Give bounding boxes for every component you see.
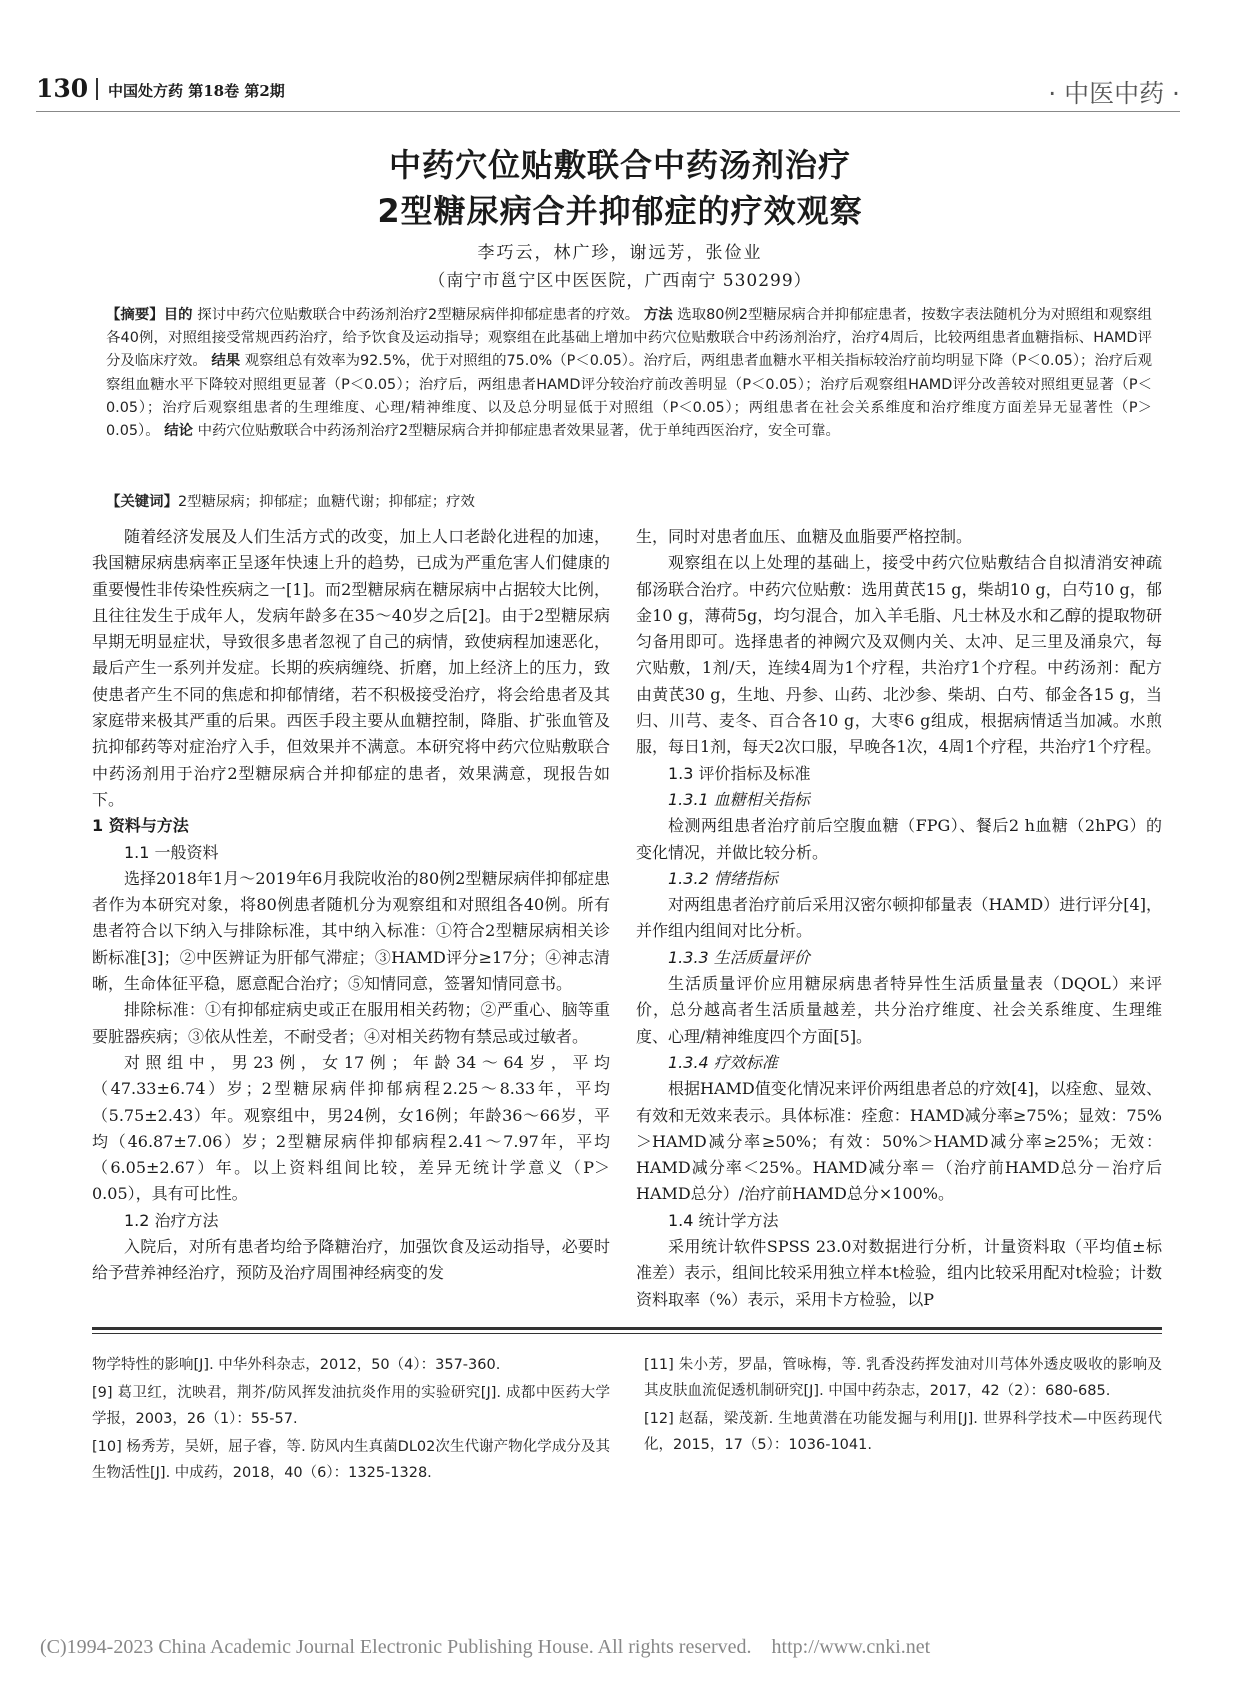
paragraph: 根据HAMD值变化情况来评价两组患者总的疗效[4]，以痊愈、显效、有效和无效来表示。具体标准：痊愈：HAMD减分率≥75%；显效：75%＞HAMD减分率≥50%；有效：50%＞HAMD减分率≥25%；无效：HAMD减分率＜25%。HAMD减分率＝（治疗前HAMD总分－治疗后HAMD总分）/治疗前HAMD总分×100%。 bbox=[636, 1079, 1162, 1204]
paragraph: 对照组中，男23例，女17例；年龄34～64岁，平均（47.33±6.74）岁；2型糖尿病伴抑郁病程2.25～8.33年，平均（5.75±2.43）年。观察组中，男24例，女16例；年龄36～66岁，平均（46.87±7.06）岁；2型糖尿病伴抑郁病程2.41～7.97年，平均（6.05±2.67）年。以上资料组间比较，差异无统计学意义（P＞0.05），具有可比性。 bbox=[92, 1052, 610, 1204]
subsection-heading: 1.2 治疗方法 bbox=[124, 1210, 219, 1230]
paragraph: 采用统计软件SPSS 23.0对数据进行分析，计量资料取（平均值±标准差）表示，组间比较采用独立样本t检验，组内比较采用配对t检验；计数资料取率（%）表示，采用卡方检验，以P bbox=[636, 1237, 1162, 1309]
abstract-methods: 选取80例2型糖尿病合并抑郁症患者，按数字表法随机分为对照组和观察组各40例，对照组接受常规西药治疗，给予饮食及运动指导；观察组在此基础上增加中药穴位贴敷联合中药汤剂治疗，治疗4周后，比较两组患者血糖指标、HAMD评分及临床疗效。 bbox=[106, 307, 1153, 370]
reference-item: [12] 赵磊，梁茂新. 生地黄潜在功能发掘与利用[J]. 世界科学技术—中医药现代化，2015，17（5）：1036-1041. bbox=[644, 1411, 1162, 1453]
running-header bbox=[36, 74, 1180, 114]
header-divider bbox=[96, 78, 98, 100]
paragraph-continued: 生，同时对患者血压、血糖及血脂要严格控制。 bbox=[636, 527, 973, 546]
paragraph: 检测两组患者治疗前后空腹血糖（FPG）、餐后2 h血糖（2hPG）的变化情况，并做比较分析。 bbox=[636, 816, 1162, 862]
keywords bbox=[106, 491, 1152, 514]
reference-item: [11] 朱小芳，罗晶，管咏梅，等. 乳香没药挥发油对川芎体外透皮吸收的影响及其皮肤血流促透机制研究[J]. 中国中药杂志，2017，42（2）：680-685. bbox=[644, 1357, 1162, 1399]
abstract-conclusion-label: 结论 bbox=[164, 423, 193, 440]
keywords-label: 【关键词】 bbox=[106, 494, 178, 510]
page-number: 130 bbox=[36, 74, 89, 103]
abstract bbox=[106, 304, 1152, 443]
abstract-objective: 探讨中药穴位贴敷联合中药汤剂治疗2型糖尿病伴抑郁症患者的疗效。 bbox=[197, 307, 640, 323]
subsection-heading: 1.1 一般资料 bbox=[124, 842, 219, 862]
paragraph: 对两组患者治疗前后采用汉密尔顿抑郁量表（HAMD）进行评分[4]，并作组内组间对比分析。 bbox=[636, 895, 1162, 941]
abstract-conclusion: 中药穴位贴敷联合中药汤剂治疗2型糖尿病合并抑郁症患者效果显著，优于单纯西医治疗，安全可靠。 bbox=[197, 423, 840, 440]
copyright-footer: (C)1994-2023 China Academic Journal Electronic Publishing House. All rights reserved. http://www.cnki.net bbox=[40, 1636, 931, 1658]
references-right bbox=[644, 1352, 1162, 1460]
affiliation: （南宁市邕宁区中医医院，广西南宁 530299） bbox=[428, 271, 812, 291]
references-rule-thin bbox=[92, 1333, 1162, 1334]
header-rule bbox=[36, 111, 1180, 112]
abstract-results: 观察组总有效率为92.5%，优于对照组的75.0%（P＜0.05）。治疗后，两组患者血糖水平相关指标较治疗前均明显下降（P＜0.05）；治疗后观察组血糖水平下降较对照组更显著（P＜0.05）；治疗后，两组患者HAMD评分较治疗前改善明显（P＜0.05）；治疗后观察组HAMD评分改善较对照组更显著（P＜0.05）；治疗后观察组患者的生理维度、心理/精神维度、以及总分明显低于对照组（P＜0.05）；两组患者在社会关系维度和治疗维度方面差异无显著性（P＞0.05）。 bbox=[106, 353, 1152, 440]
references-left bbox=[92, 1352, 610, 1488]
body-column-right bbox=[636, 524, 1162, 1313]
references-rule-thick bbox=[92, 1327, 1162, 1330]
subsection-heading: 1.4 统计学方法 bbox=[668, 1210, 779, 1230]
reference-item: [10] 杨秀芳，吴妍，屈子睿，等. 防风内生真菌DL02次生代谢产物化学成分及其生物活性[J]. 中成药，2018，40（6）：1325-1328. bbox=[92, 1439, 610, 1481]
abstract-results-label: 结果 bbox=[211, 353, 241, 370]
paragraph: 排除标准：①有抑郁症病史或正在服用相关药物；②严重心、脑等重要脏器疾病；③依从性差，不耐受者；④对相关药物有禁忌或过敏者。 bbox=[92, 1000, 610, 1046]
journal-info: 中国处方药 第18卷 第2期 bbox=[108, 82, 285, 100]
subsection-heading: 1.3 评价指标及标准 bbox=[668, 763, 811, 783]
subsubsection-heading: 1.3.1 血糖相关指标 bbox=[668, 789, 810, 809]
paragraph: 选择2018年1月～2019年6月我院收治的80例2型糖尿病伴抑郁症患者作为本研究对象，将80例患者随机分为观察组和对照组各40例。所有患者符合以下纳入与排除标准，其中纳入标准：①符合2型糖尿病相关诊断标准[3]；②中医辨证为肝郁气滞症；③HAMD评分≥17分；④神志清晰，生命体征平稳，愿意配合治疗；⑤知情同意，签署知情同意书。 bbox=[92, 868, 610, 994]
reference-item: 物学特性的影响[J]. 中华外科杂志，2012，50（4）：357-360. bbox=[92, 1357, 501, 1373]
abstract-objective-label: 目的 bbox=[163, 307, 193, 323]
reference-item: [9] 葛卫红，沈映君，荆芥/防风挥发油抗炎作用的实验研究[J]. 成都中医药大学学报，2003，26（1）：55-57. bbox=[92, 1385, 610, 1427]
paragraph: 生活质量评价应用糖尿病患者特异性生活质量量表（DQOL）来评价，总分越高者生活质量越差，共分治疗维度、社会关系维度、生理维度、心理/精神维度四个方面[5]。 bbox=[636, 974, 1162, 1046]
subsubsection-heading: 1.3.2 情绪指标 bbox=[668, 868, 778, 888]
section-heading: 1 资料与方法 bbox=[92, 816, 189, 836]
body-column-left bbox=[92, 524, 610, 1287]
paragraph: 入院后，对所有患者均给予降糖治疗，加强饮食及运动指导，必要时给予营养神经治疗，预防及治疗周围神经病变的发 bbox=[92, 1237, 610, 1283]
authors: 李巧云，林广珍，谢远芳，张俭业 bbox=[477, 243, 763, 263]
article-title-line1: 中药穴位贴敷联合中药汤剂治疗 bbox=[388, 146, 851, 184]
subsubsection-heading: 1.3.3 生活质量评价 bbox=[668, 947, 810, 967]
abstract-label: 【摘要】 bbox=[106, 307, 164, 323]
keywords-text: 2型糖尿病；抑郁症；血糖代谢；抑郁症；疗效 bbox=[177, 494, 475, 510]
paragraph: 随着经济发展及人们生活方式的改变，加上人口老龄化进程的加速，我国糖尿病患病率正呈逐年快速上升的趋势，已成为严重危害人们健康的重要慢性非传染性疾病之一[1]。而2型糖尿病在糖尿病中占据较大比例，且往往发生于成年人，发病年龄多在35～40岁之后[2]。由于2型糖尿病早期无明显症状，导致很多患者忽视了自己的病情，致使病程加速恶化，最后产生一系列并发症。长期的疾病缠绕、折磨，加上经济上的压力，致使患者产生不同的焦虑和抑郁情绪，若不积极接受治疗，将会给患者及其家庭带来极其严重的后果。西医手段主要从血糖控制，降脂、扩张血管及抗抑郁药等对症治疗入手，但效果并不满意。本研究将中药穴位贴敷联合中药汤剂用于治疗2型糖尿病合并抑郁症的患者，效果满意，现报告如下。 bbox=[92, 527, 610, 809]
paragraph: 观察组在以上处理的基础上，接受中药穴位贴敷结合自拟清消安神疏郁汤联合治疗。中药穴位贴敷：选用黄芪15 g，柴胡10 g，白芍10 g，郁金10 g，薄荷5g，均匀混合，加入羊毛脂、凡士林及水和乙醇的提取物研匀备用即可。选择患者的神阙穴及双侧内关、太冲、足三里及涌泉穴，每穴贴敷，1剂/天，连续4周为1个疗程，共治疗1个疗程。中药汤剂：配方由黄芪30 g，生地、丹参、山药、北沙参、柴胡、白芍、郁金各15 g，当归、川芎、麦冬、百合各10 g，大枣6 g组成，根据病情适当加减。水煎服，每日1剂，每天2次口服，早晚各1次，4周1个疗程，共治疗1个疗程。 bbox=[636, 553, 1162, 757]
section-label: · 中医中药 · bbox=[1048, 79, 1180, 108]
subsubsection-heading: 1.3.4 疗效标准 bbox=[668, 1052, 778, 1072]
article-title-line2: 2型糖尿病合并抑郁症的疗效观察 bbox=[377, 192, 863, 230]
abstract-methods-label: 方法 bbox=[643, 307, 673, 323]
